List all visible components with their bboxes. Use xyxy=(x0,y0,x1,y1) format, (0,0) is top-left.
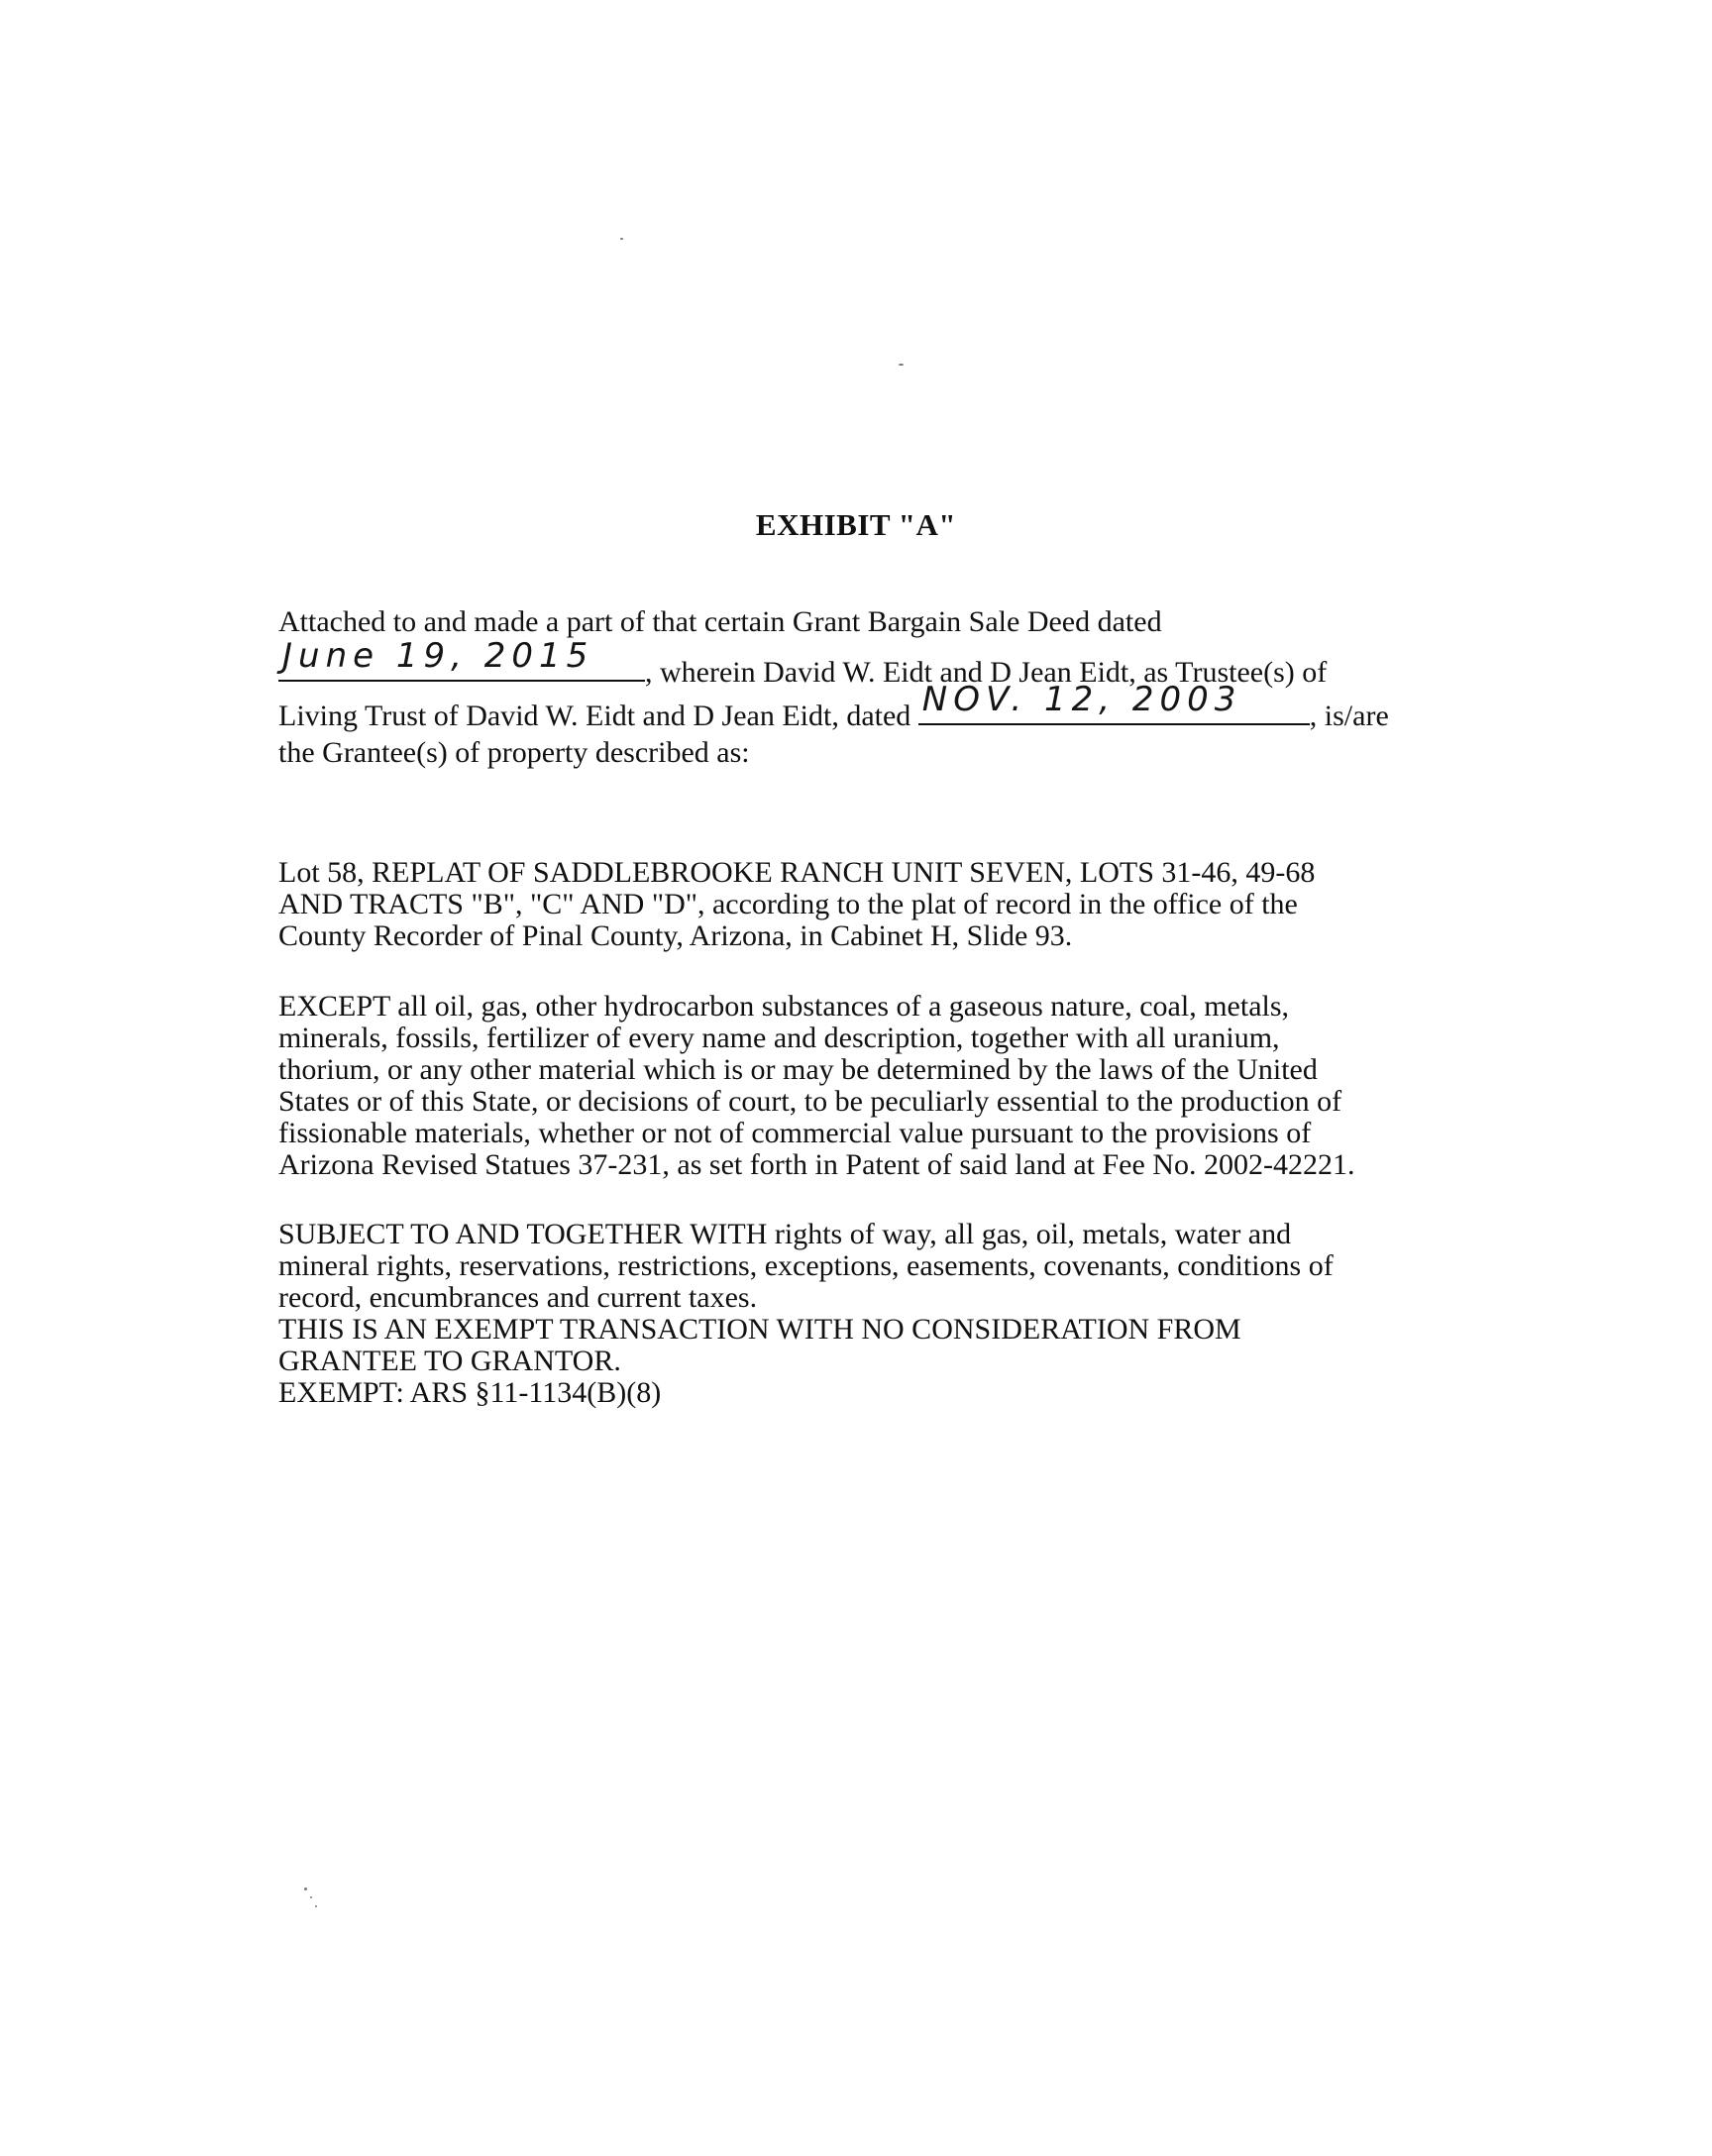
intro-text-4: the Grantee(s) of property described as: xyxy=(278,736,750,769)
intro-text-2: , wherein David W. Eidt and D Jean Eidt, as Trustee(s) of xyxy=(645,656,1328,689)
exempt-statute-text: EXEMPT: ARS §11-1134(B)(8) xyxy=(278,1376,662,1409)
intro-text-1: Attached to and made a part of that certain Grant Bargain Sale Deed dated xyxy=(278,605,1162,638)
intro-text-3: Living Trust of David W. Eidt and D Jean Eidt, dated xyxy=(278,700,911,732)
intro-text-3-end: , is/are xyxy=(1309,700,1389,732)
lot-description xyxy=(278,857,1497,952)
deed-date-handwritten: June 19, 2015 xyxy=(282,636,594,676)
exhibit-title: EXHIBIT "A" xyxy=(755,507,957,542)
trust-date-blank xyxy=(918,680,1310,725)
except-clause xyxy=(278,991,1497,1181)
scan-speck xyxy=(304,1887,307,1890)
exempt-transaction-text: THIS IS AN EXEMPT TRANSACTION WITH NO CONSIDERATION FROM GRANTEE TO GRANTOR. xyxy=(278,1313,1241,1377)
intro-line-4 xyxy=(278,731,1497,775)
intro-line-3 xyxy=(278,680,1497,732)
subject-clause xyxy=(278,1219,1497,1409)
deed-date-blank xyxy=(278,636,645,682)
lot-description-text: Lot 58, REPLAT OF SADDLEBROOKE RANCH UNIT SEVEN, LOTS 31-46, 49-68 AND TRACTS "B", "C" AND "D", according to the plat of record in the office of the County Recorder of Pinal County, Arizona, in Cabinet H, Slide 93. xyxy=(278,856,1316,952)
scan-speck xyxy=(310,1896,312,1898)
scan-speck xyxy=(899,364,904,366)
except-clause-text: EXCEPT all oil, gas, other hydrocarbon substances of a gaseous nature, coal, metals, minerals, fossils, fertilizer of every name and description, together with all uranium, thorium, or any other material which is or may be determined by the laws of the United States or of this State, or decisions of court, to be peculiarly essential to the production of fissionable materials, whether or not of commercial value pursuant to the provisions of Arizona Revised Statues 37-231, as set forth in Patent of said land at Fee No. 2002-42221. xyxy=(278,990,1355,1181)
intro-line-2 xyxy=(278,636,1497,689)
scan-speck xyxy=(315,1905,317,1907)
subject-clause-text: SUBJECT TO AND TOGETHER WITH rights of way, all gas, oil, metals, water and mineral rights, reservations, restrictions, exceptions, easements, covenants, conditions of record, encumbrances and current taxes. xyxy=(278,1218,1334,1314)
scan-speck xyxy=(620,238,623,240)
trust-date-handwritten: NOV. 12, 2003 xyxy=(921,680,1242,719)
intro-paragraph xyxy=(278,600,1497,775)
